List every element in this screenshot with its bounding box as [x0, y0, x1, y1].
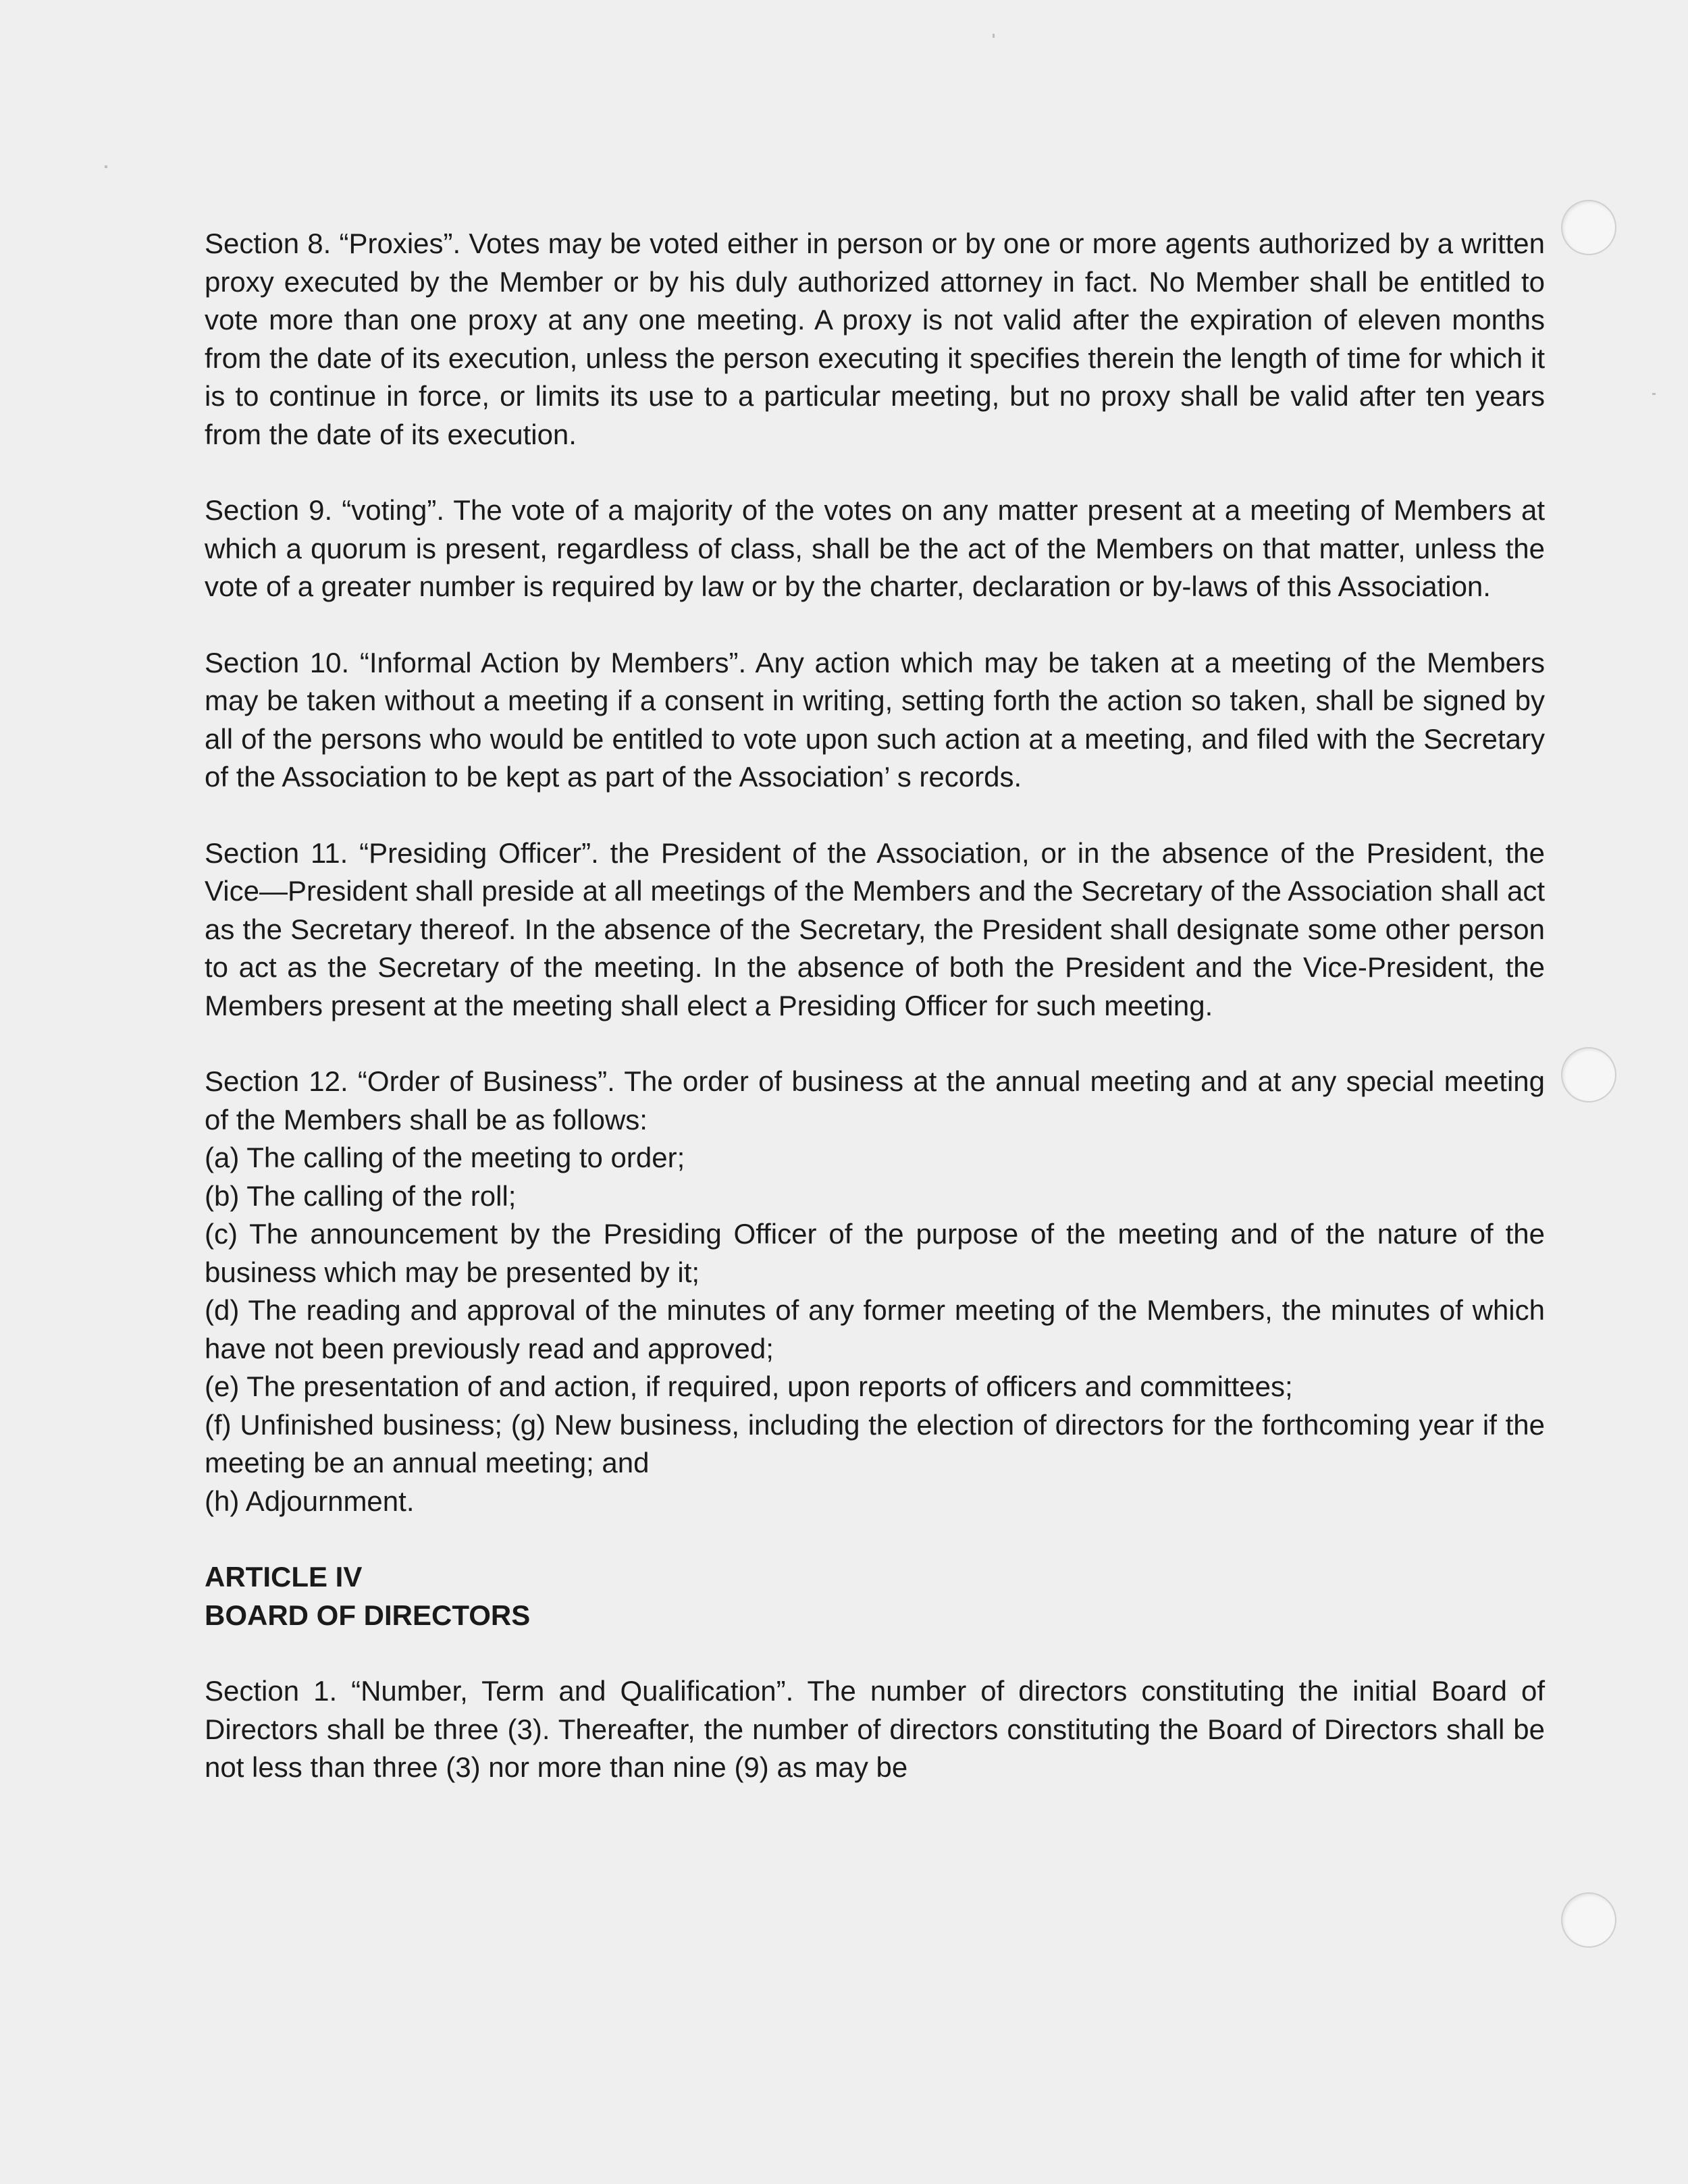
article-number: ARTICLE IV: [205, 1561, 363, 1593]
document-body: [205, 225, 1545, 1787]
order-item-d: (d) The reading and approval of the minutes of any former meeting of the Members, the minutes of which have not been previously read and approved;: [205, 1294, 1545, 1364]
order-item-e: (e) The presentation of and action, if required, upon reports of officers and committees;: [205, 1370, 1293, 1402]
section-9-voting: Section 9. “voting”. The vote of a majority of the votes on any matter present at a meeting of Members at which a quorum is present, regardless of class, shall be the act of the Members on that matter, unless the vote of a greater number is required by law or by the charter, declaration or by-laws of this Association.: [205, 494, 1545, 602]
punch-hole-middle: [1561, 1047, 1616, 1102]
order-item-b: (b) The calling of the roll;: [205, 1179, 517, 1212]
punch-hole-top: [1561, 200, 1616, 255]
section-8-proxies: Section 8. “Proxies”. Votes may be voted either in person or by one or more agents authorized by a written proxy executed by the Member or by his duly authorized attorney in fact. No Member shall be entitled to vote more than one proxy at any one meeting. A proxy is not valid after the expiration of eleven months from the date of its execution, unless the person executing it specifies therein the length of time for which it is to continue in force, or limits its use to a particular meeting, but no proxy shall be valid after ten years from the date of its execution.: [205, 228, 1545, 450]
scan-speck: [1652, 393, 1656, 395]
section-11-presiding-officer: Section 11. “Presiding Officer”. the President of the Association, or in the absence of the President, the Vice—President shall preside at all meetings of the Members and the Secretary of the Association shall act as the Secretary thereof. In the absence of the Secretary, the President shall designate some other person to act as the Secretary of the meeting. In the absence of both the President and the Vice-President, the Members present at the meeting shall elect a Presiding Officer for such meeting.: [205, 836, 1545, 1021]
scan-speck: [993, 34, 995, 38]
order-item-c: (c) The announcement by the Presiding Officer of the purpose of the meeting and of the nature of the business which may be presented by it;: [205, 1218, 1545, 1288]
article-iv-section-1: Section 1. “Number, Term and Qualification”. The number of directors constituting the initial Board of Directors shall be three (3). Thereafter, the number of directors constituting the Board of Directors shall be not less than three (3) nor more than nine (9) as may be: [205, 1675, 1545, 1783]
article-title: BOARD OF DIRECTORS: [205, 1599, 531, 1631]
order-item-a: (a) The calling of the meeting to order;: [205, 1142, 685, 1173]
scan-speck: [105, 165, 107, 168]
section-10-informal-action: Section 10. “Informal Action by Members”. Any action which may be taken at a meeting of the Members may be taken without a meeting if a consent in writing, setting forth the action so taken, shall be signed by all of the persons who would be entitled to vote upon such action at a meeting, and filed with the Secretary of the Association to be kept as part of the Association’ s records.: [205, 646, 1545, 793]
section-12-order-of-business: [205, 1063, 1545, 1520]
punch-hole-bottom: [1561, 1892, 1616, 1948]
section-12-intro: Section 12. “Order of Business”. The order of business at the annual meeting and at any special meeting of the Members shall be as follows:: [205, 1065, 1545, 1136]
order-item-h: (h) Adjournment.: [205, 1485, 415, 1517]
order-item-f-g: (f) Unfinished business; (g) New business, including the election of directors for the forthcoming year if the meeting be an annual meeting; and: [205, 1408, 1545, 1479]
